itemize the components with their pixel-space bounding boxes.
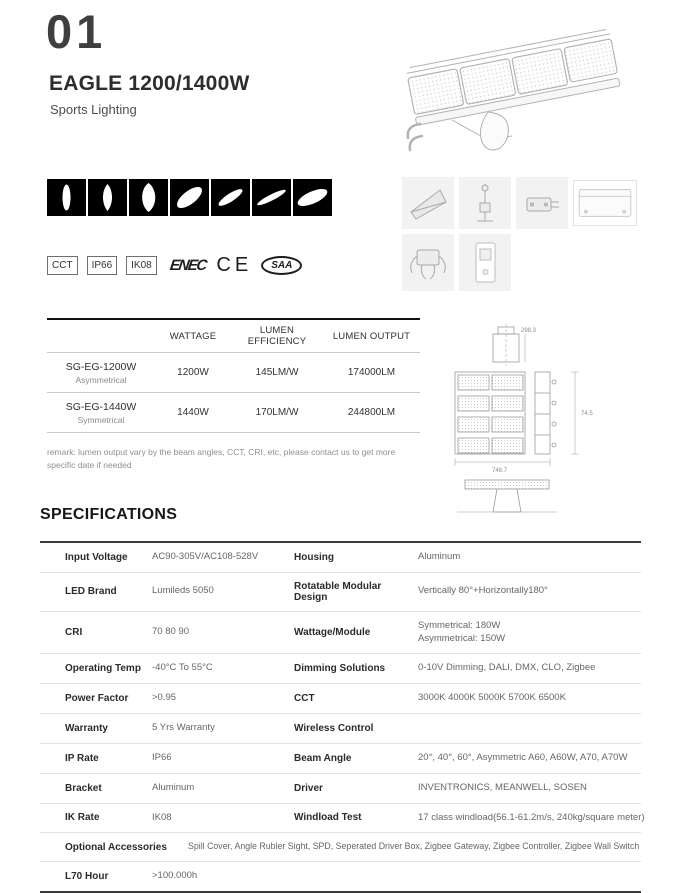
beam-pattern-3-icon <box>129 179 168 216</box>
spec-label: Optional Accessories <box>65 841 167 853</box>
spec-value-line2: Asymmetrical: 150W <box>418 632 506 644</box>
spec-label: CCT <box>294 693 315 705</box>
spec-value: >100.000h <box>152 870 198 882</box>
dim-top-label: 298.3 <box>521 328 537 334</box>
table-row <box>47 393 420 433</box>
spec-row <box>40 714 641 744</box>
model-variant: Asymmetrical <box>75 374 127 385</box>
ik08-badge: IK08 <box>126 256 157 275</box>
spec-value: -40°C To 55°C <box>152 662 213 674</box>
spec-value: 0-10V Dimming, DALI, DMX, CLO, Zigbee <box>418 662 596 674</box>
efficiency-cell: 145LM/W <box>255 367 299 378</box>
product-illustration <box>392 20 636 158</box>
spec-value <box>410 620 641 646</box>
model-name: SG-EG-1200W <box>65 360 137 373</box>
efficiency-header: LUMEN EFFICIENCY <box>247 325 307 347</box>
spec-value: IP66 <box>152 751 172 763</box>
spec-value: Spill Cover, Angle Rubler Sight, SPD, Seperated Driver Box, Zigbee Gateway, Zigbee Controller, Zigbee Wall Switch <box>188 841 640 852</box>
saa-logo-icon: SAA <box>261 256 302 275</box>
spec-row-optional-accessories <box>40 833 641 862</box>
spec-label: Rotatable Modular Design <box>294 580 382 603</box>
driver-cables-icon <box>402 234 454 291</box>
spec-value: 3000K 4000K 5000K 5700K 6500K <box>418 692 566 704</box>
accessory-thumb <box>459 177 511 229</box>
accessory-thumb <box>402 234 454 291</box>
spec-value: 17 class windload(56.1-61.2m/s, 240kg/square meter) <box>418 811 645 823</box>
spec-value: Vertically 80°+Horizontally180° <box>418 585 548 597</box>
spec-label: Input Voltage <box>65 551 128 563</box>
certification-row <box>47 252 302 278</box>
spec-label: Warranty <box>65 722 108 734</box>
accessory-row <box>402 177 642 229</box>
beam-pattern-7-icon <box>293 179 332 216</box>
spec-value: Aluminum <box>152 781 195 793</box>
accessory-thumb <box>402 177 454 229</box>
output-header: LUMEN OUTPUT <box>332 330 411 342</box>
model-cell <box>47 401 155 425</box>
dim-bottom-label: 748.7 <box>492 468 508 474</box>
wattage-cell: 1440W <box>177 407 209 418</box>
spec-label: IP Rate <box>65 752 99 764</box>
accessory-row <box>402 234 642 291</box>
beam-pattern-5-icon <box>211 179 250 216</box>
spec-label: Housing <box>294 551 334 563</box>
spec-value: 70 80 90 <box>152 626 189 638</box>
spec-row <box>40 543 641 573</box>
enec-logo-icon: ENEC <box>168 256 207 274</box>
spec-value: 5 Yrs Warranty <box>152 722 215 734</box>
ip66-badge: IP66 <box>87 256 118 275</box>
angle-sight-icon <box>459 177 511 229</box>
spec-label: Operating Temp <box>65 663 141 675</box>
beam-pattern-row <box>47 179 332 216</box>
performance-header-row <box>47 320 420 353</box>
wattage-header: WATTAGE <box>169 330 217 342</box>
beam-pattern-1-icon <box>47 179 86 216</box>
technical-drawing <box>437 322 637 518</box>
wattage-cell: 1200W <box>177 367 209 378</box>
remark-text: remark: lumen output vary by the beam angles, CCT, CRI, etc, please contact us to get more specific date if needed <box>47 447 396 471</box>
output-cell: 174000LM <box>347 367 396 378</box>
spec-label: LED Brand <box>65 586 117 598</box>
spec-value: Lumileds 5050 <box>152 585 214 597</box>
specifications-table <box>40 541 645 893</box>
spec-row-l70-hour <box>40 862 641 891</box>
beam-pattern-6-icon <box>252 179 291 216</box>
spec-value: 20°, 40°, 60°, Asymmetric A60, A60W, A70, A70W <box>418 751 628 763</box>
spec-label: Beam Angle <box>294 752 352 764</box>
page-index: 01 <box>46 5 107 58</box>
spec-value: AC90-305V/AC108-528V <box>152 551 259 562</box>
performance-table <box>47 320 420 472</box>
spill-cover-icon <box>402 177 454 229</box>
spec-row <box>40 744 641 774</box>
output-cell: 244800LM <box>347 407 396 418</box>
spec-label: Dimming Solutions <box>294 663 386 675</box>
ce-mark-icon: CE <box>216 253 253 276</box>
spec-value: IK08 <box>152 811 172 823</box>
dim-right-label: 74.5 <box>581 411 593 417</box>
spec-value: Aluminum <box>418 551 461 562</box>
spd-icon <box>516 177 568 229</box>
spec-value: INVENTRONICS, MEANWELL, SOSEN <box>418 781 587 793</box>
spec-label: Bracket <box>65 782 102 794</box>
spec-label: CRI <box>65 627 83 639</box>
efficiency-cell: 170LM/W <box>255 407 299 418</box>
cct-badge: CCT <box>47 256 78 275</box>
accessory-thumb <box>516 177 568 229</box>
beam-pattern-2-icon <box>88 179 127 216</box>
spec-label: L70 Hour <box>65 871 109 883</box>
accessory-thumb <box>573 180 637 226</box>
spec-label: Driver <box>294 782 323 794</box>
table-row <box>47 353 420 393</box>
spec-row <box>40 612 641 655</box>
driver-box-icon <box>574 181 636 225</box>
spec-value-line1: Symmetrical: 180W <box>418 619 501 631</box>
spec-row <box>40 573 641 612</box>
spec-label: IK Rate <box>65 812 100 824</box>
model-variant: Symmetrical <box>77 414 125 425</box>
spec-row <box>40 654 641 684</box>
spec-label: Wireless Control <box>294 722 374 734</box>
product-subtitle: Sports Lighting <box>50 102 137 117</box>
spec-label: Power Factor <box>65 693 129 705</box>
model-name: SG-EG-1440W <box>65 400 137 413</box>
product-title: EAGLE 1200/1400W <box>49 72 250 95</box>
beam-pattern-4-icon <box>170 179 209 216</box>
spec-row <box>40 774 641 804</box>
specifications-title: SPECIFICATIONS <box>40 506 178 523</box>
spec-value: >0.95 <box>152 692 177 704</box>
wall-switch-icon <box>459 234 511 291</box>
spec-label: Wattage/Module <box>294 627 371 639</box>
spec-label: Windload Test <box>294 812 362 824</box>
model-cell <box>47 361 155 385</box>
accessory-grid <box>402 177 642 296</box>
accessory-thumb <box>459 234 511 291</box>
spec-row <box>40 804 645 834</box>
spec-row <box>40 684 641 714</box>
